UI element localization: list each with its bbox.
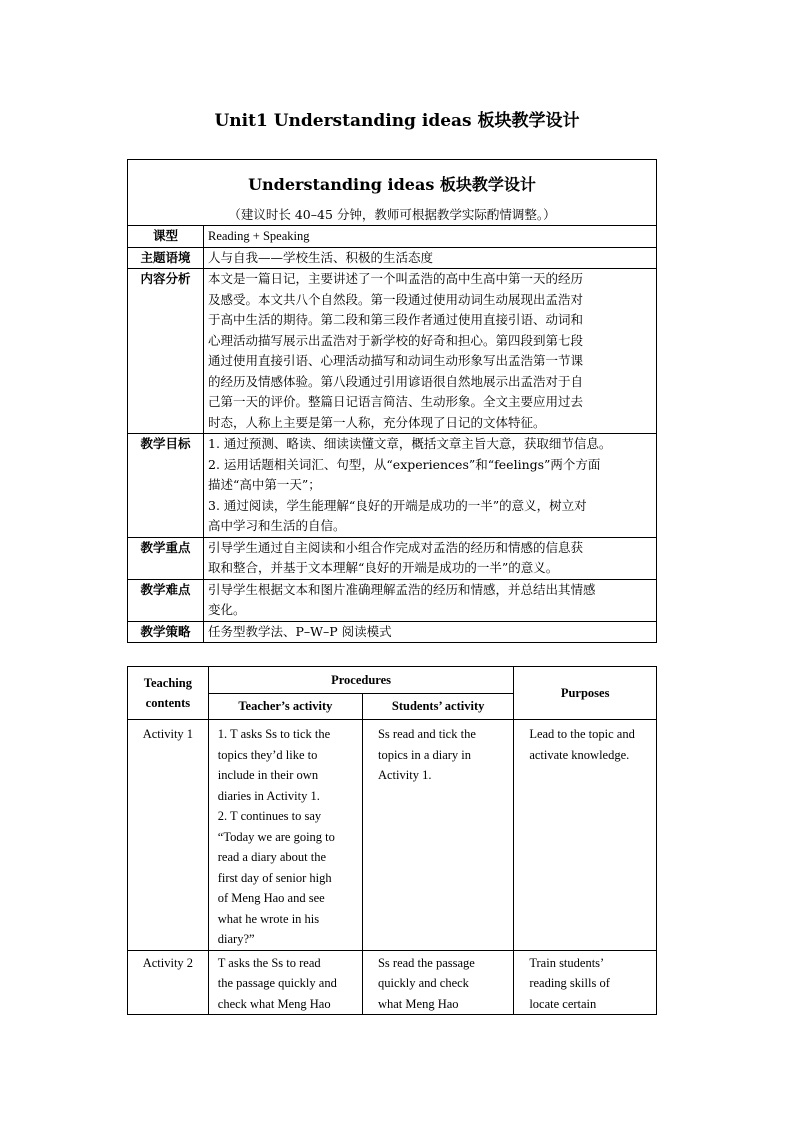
procedures-table bbox=[127, 666, 657, 1015]
cell-line: 2. T continues to say bbox=[217, 809, 322, 823]
cell-line: topics in a diary in bbox=[377, 747, 472, 762]
plan-value bbox=[204, 226, 657, 248]
header-purposes: Purposes bbox=[514, 667, 657, 720]
purpose-cell bbox=[514, 950, 657, 1015]
plan-line: 本文是一篇日记，主要讲述了一个叫孟浩的高中生高中第一天的经历 bbox=[208, 271, 584, 286]
lesson-plan-table bbox=[127, 159, 657, 643]
plan-value bbox=[204, 579, 657, 621]
cell-line: reading skills of bbox=[529, 976, 610, 990]
teaching-content-cell: Activity 2 bbox=[128, 950, 209, 1015]
cell-line: the passage quickly and bbox=[217, 976, 337, 990]
plan-line: 2. 运用话题相关词汇、句型，从“experiences”和“feelings”两个方面 bbox=[208, 456, 601, 472]
cell-line: of Meng Hao and see bbox=[217, 891, 325, 905]
plan-subtitle: （建议时长 40–45 分钟，教师可根据教学实际酌情调整。） bbox=[228, 207, 556, 222]
cell-line: first day of senior high bbox=[217, 870, 332, 885]
plan-label: 主题语境 bbox=[128, 247, 204, 269]
plan-header-cell bbox=[128, 160, 657, 226]
plan-title: Understanding ideas 板块教学设计 bbox=[248, 175, 536, 194]
plan-row-theme bbox=[128, 247, 657, 269]
plan-label: 教学难点 bbox=[128, 579, 204, 621]
plan-line: 及感受。本文共八个自然段。第一段通过使用动词生动展现出孟浩对 bbox=[208, 291, 584, 307]
cell-line: Activity 1. bbox=[377, 768, 432, 782]
plan-line: 取和整合，并基于文本理解“良好的开端是成功的一半”的意义。 bbox=[208, 560, 559, 575]
teacher-activity-cell bbox=[208, 950, 362, 1015]
cell-line: Lead to the topic and bbox=[529, 727, 635, 741]
plan-line: 1. 通过预测、略读、细读读懂文章，概括文章主旨大意，获取细节信息。 bbox=[208, 436, 612, 451]
teaching-content-cell: Activity 1 bbox=[128, 720, 209, 951]
plan-value bbox=[204, 537, 657, 579]
cell-line: Train students’ bbox=[529, 955, 605, 970]
header-students-activity: Students’ activity bbox=[362, 694, 513, 720]
plan-label: 内容分析 bbox=[128, 269, 204, 434]
plan-label: 教学重点 bbox=[128, 537, 204, 579]
plan-line: 引导学生通过自主阅读和小组合作完成对孟浩的经历和情感的信息获 bbox=[208, 539, 584, 555]
plan-label: 课型 bbox=[128, 226, 204, 248]
plan-value bbox=[204, 621, 657, 643]
cell-line: include in their own bbox=[217, 768, 319, 782]
cell-line: what he wrote in his bbox=[217, 911, 320, 926]
cell-line: what Meng Hao bbox=[377, 996, 459, 1011]
plan-value bbox=[204, 269, 657, 434]
plan-row-strategies bbox=[128, 621, 657, 643]
cell-line: read a diary about the bbox=[217, 850, 327, 864]
table-row bbox=[128, 720, 657, 951]
plan-line: 的经历及情感体验。第八段通过引用谚语很自然地展示出孟浩对于自 bbox=[208, 373, 584, 389]
plan-line: 心理活动描写展示出孟浩对于新学校的好奇和担心。第四段到第七段 bbox=[208, 332, 584, 348]
plan-row-lesson-type bbox=[128, 226, 657, 248]
plan-line: 引导学生根据文本和图片准确理解孟浩的经历和情感，并总结出其情感 bbox=[208, 581, 596, 597]
plan-value bbox=[204, 434, 657, 538]
plan-line: 描述“高中第一天”； bbox=[208, 477, 321, 492]
document-title: Unit1 Understanding ideas 板块教学设计 bbox=[214, 111, 580, 131]
plan-line: 己第一天的评价。整篇日记语言简洁、生动形象。全文主要应用过去 bbox=[208, 394, 584, 409]
plan-line: 任务型教学法、P–W–P 阅读模式 bbox=[208, 623, 392, 639]
plan-line: 高中学习和生活的自信。 bbox=[208, 518, 346, 533]
header-line: Teaching bbox=[143, 675, 192, 690]
header-procedures: Procedures bbox=[208, 667, 514, 694]
table-row bbox=[128, 950, 657, 1015]
teacher-activity-cell bbox=[208, 720, 362, 951]
cell-line: “Today we are going to bbox=[217, 829, 335, 844]
header-teaching-contents bbox=[128, 667, 209, 720]
cell-line: activate knowledge. bbox=[529, 747, 630, 762]
plan-row-key-points bbox=[128, 537, 657, 579]
plan-line: 3. 通过阅读，学生能理解“良好的开端是成功的一半”的意义，树立对 bbox=[208, 497, 587, 513]
students-activity-cell bbox=[362, 720, 513, 951]
cell-line: quickly and check bbox=[377, 976, 469, 990]
students-activity-cell bbox=[362, 950, 513, 1015]
plan-line: 人与自我——学校生活、积极的生活态度 bbox=[208, 249, 434, 265]
header-teacher-activity: Teacher’s activity bbox=[208, 694, 362, 720]
purpose-cell bbox=[514, 720, 657, 951]
plan-label: 教学目标 bbox=[128, 434, 204, 538]
plan-row-content-analysis bbox=[128, 269, 657, 434]
cell-line: diary?” bbox=[217, 932, 255, 946]
plan-line: 时态，人称上主要是第一人称，充分体现了日记的文体特征。 bbox=[208, 414, 546, 430]
cell-line: T asks the Ss to read bbox=[217, 955, 321, 970]
plan-row-objectives bbox=[128, 434, 657, 538]
cell-line: topics they’d like to bbox=[217, 747, 318, 762]
plan-label: 教学策略 bbox=[128, 621, 204, 643]
cell-line: 1. T asks Ss to tick the bbox=[217, 727, 331, 741]
plan-value bbox=[204, 247, 657, 269]
plan-line: 通过使用直接引语、心理活动描写和动词生动形象写出孟浩第一节课 bbox=[208, 353, 584, 368]
cell-line: locate certain bbox=[529, 996, 597, 1011]
plan-line: 变化。 bbox=[208, 602, 246, 617]
cell-line: diaries in Activity 1. bbox=[217, 788, 320, 803]
cell-line: Ss read the passage bbox=[377, 955, 475, 970]
cell-line: check what Meng Hao bbox=[217, 996, 331, 1011]
cell-line: Ss read and tick the bbox=[377, 727, 476, 741]
plan-row-difficulties bbox=[128, 579, 657, 621]
header-line: contents bbox=[145, 696, 191, 710]
plan-line: 于高中生活的期待。第二段和第三段作者通过使用直接引语、动词和 bbox=[208, 312, 584, 327]
plan-line: Reading + Speaking bbox=[208, 229, 310, 243]
